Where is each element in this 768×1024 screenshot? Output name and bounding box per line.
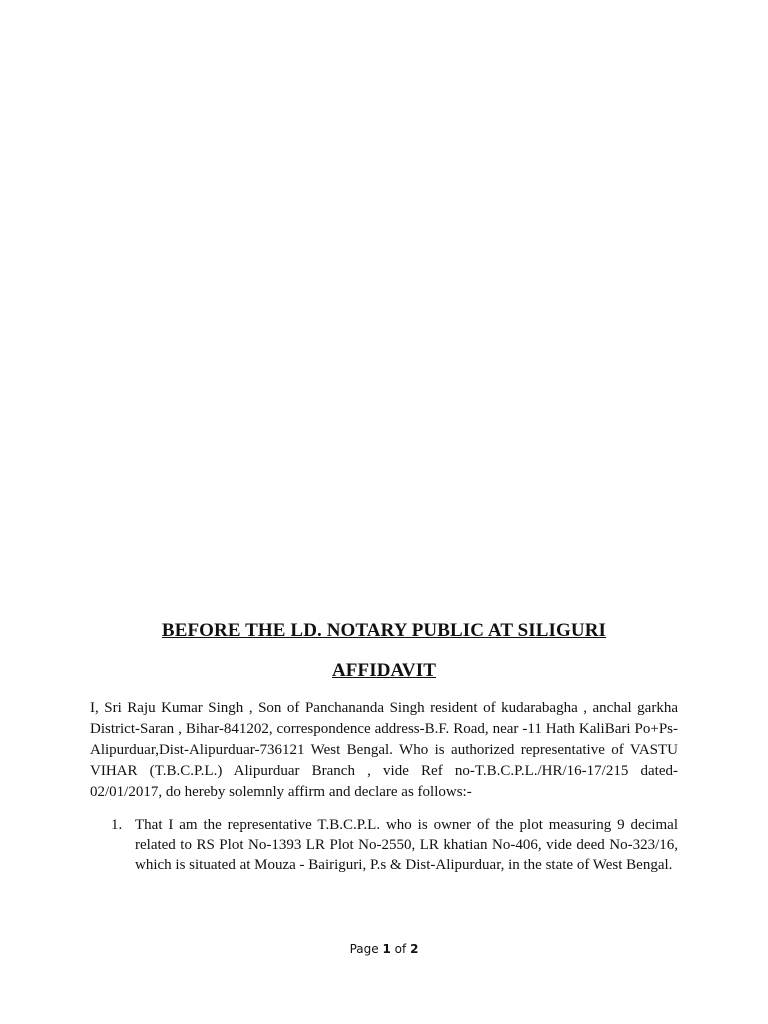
notary-heading: BEFORE THE LD. NOTARY PUBLIC AT SILIGURI — [161, 620, 607, 641]
page-footer — [0, 942, 768, 956]
current-page-number: 1 — [382, 942, 391, 956]
list-item-text: That I am the representative T.B.C.P.L. who is owner of the plot measuring 9 decimal related to RS Plot No-1393 LR Plot No-2550, LR khatian No-406, vide deed No-323/16, which is situated at Mouza - Bairiguri, P.s & Dist-Alipurduar, in the state of West Bengal. — [135, 817, 678, 873]
page-word: Page — [349, 942, 379, 956]
declaration-list — [90, 815, 678, 875]
list-item — [90, 815, 678, 875]
affidavit-title: AFFIDAVIT — [331, 660, 436, 681]
of-word: of — [394, 942, 407, 956]
intro-paragraph: I, Sri Raju Kumar Singh , Son of Panchananda Singh resident of kudarabagha , anchal garkha District-Saran , Bihar-841202, correspondence address-B.F. Road, near -11 Hath KaliBari Po+Ps- Alipurduar,Dist-Alipurduar-736121 West Bengal. Who is authorized representative of VASTU VIHAR (T.B.C.P.L.) Alipurduar Branch , vide Ref no-T.B.C.P.L./HR/16-17/215 dated-02/01/2017, do hereby solemnly affirm and declare as follows:- — [90, 700, 678, 800]
total-pages-number: 2 — [410, 942, 419, 956]
list-item-number: 1. — [111, 817, 123, 833]
